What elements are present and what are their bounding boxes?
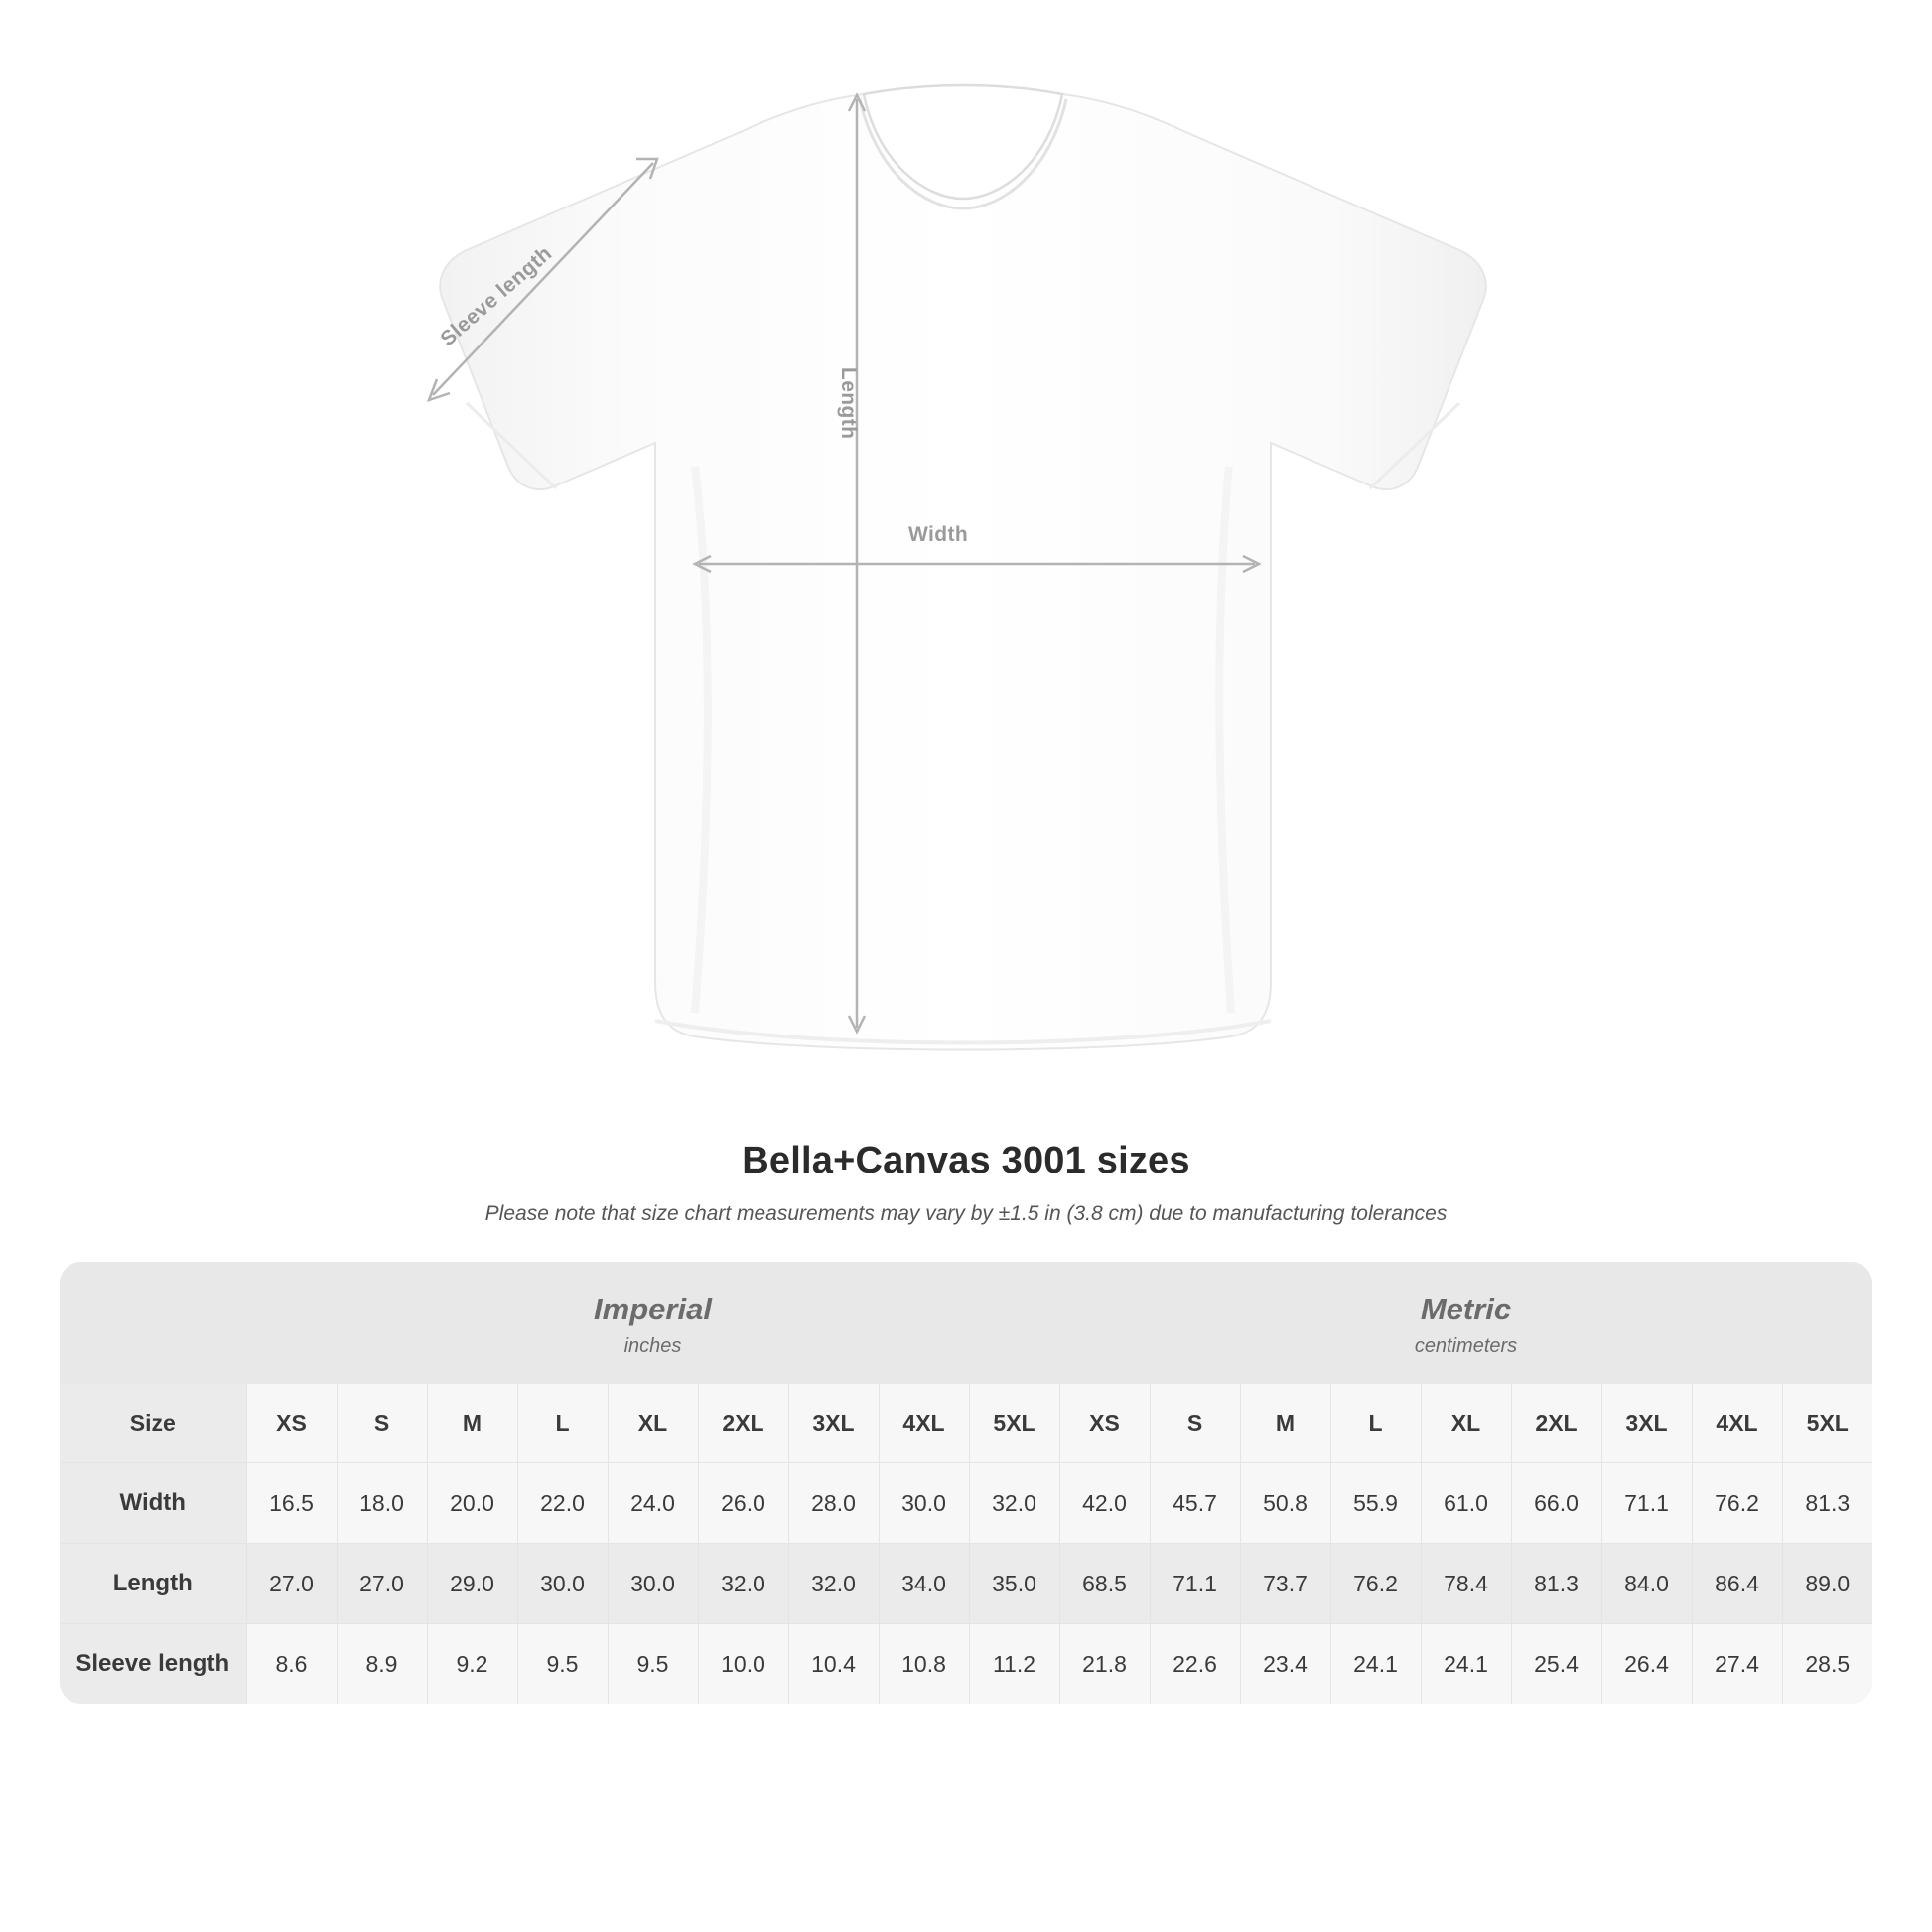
row-label-width: Width (60, 1463, 246, 1544)
size-header-imperial-2xl: 2XL (698, 1384, 788, 1463)
cell-width-metric-xs: 42.0 (1059, 1463, 1150, 1544)
cell-width-metric-4xl: 76.2 (1692, 1463, 1782, 1544)
cell-sleeve-imperial-s: 8.9 (337, 1624, 427, 1705)
cell-width-imperial-4xl: 30.0 (879, 1463, 969, 1544)
size-header-metric-l: L (1330, 1384, 1421, 1463)
cell-width-imperial-m: 20.0 (427, 1463, 517, 1544)
unit-group-metric-name: Metric (1420, 1292, 1512, 1326)
cell-width-imperial-xs: 16.5 (246, 1463, 337, 1544)
cell-sleeve-imperial-4xl: 10.8 (879, 1624, 969, 1705)
cell-width-imperial-s: 18.0 (337, 1463, 427, 1544)
cell-sleeve-metric-2xl: 25.4 (1511, 1624, 1601, 1705)
size-header-imperial-xl: XL (608, 1384, 698, 1463)
size-header-row (60, 1384, 1872, 1463)
cell-width-metric-5xl: 81.3 (1782, 1463, 1872, 1544)
unit-group-imperial-sub: inches (623, 1335, 682, 1357)
cell-length-imperial-4xl: 34.0 (879, 1544, 969, 1624)
cell-length-imperial-3xl: 32.0 (788, 1544, 879, 1624)
size-header-metric-s: S (1150, 1384, 1240, 1463)
cell-sleeve-metric-s: 22.6 (1150, 1624, 1240, 1705)
cell-sleeve-imperial-l: 9.5 (517, 1624, 608, 1705)
cell-length-metric-2xl: 81.3 (1511, 1544, 1601, 1624)
size-header-label: Size (60, 1384, 246, 1463)
cell-sleeve-imperial-xs: 8.6 (246, 1624, 337, 1705)
size-header-imperial-xs: XS (246, 1384, 337, 1463)
size-header-metric-5xl: 5XL (1782, 1384, 1872, 1463)
unit-group-imperial-name: Imperial (594, 1292, 712, 1326)
table-row (60, 1544, 1872, 1624)
size-header-metric-3xl: 3XL (1601, 1384, 1692, 1463)
cell-sleeve-metric-3xl: 26.4 (1601, 1624, 1692, 1705)
cell-length-metric-4xl: 86.4 (1692, 1544, 1782, 1624)
cell-width-imperial-3xl: 28.0 (788, 1463, 879, 1544)
unit-group-metric (1059, 1262, 1872, 1384)
cell-sleeve-imperial-3xl: 10.4 (788, 1624, 879, 1705)
cell-length-imperial-xs: 27.0 (246, 1544, 337, 1624)
size-table-container (60, 1262, 1872, 1704)
table-row (60, 1463, 1872, 1544)
cell-width-metric-s: 45.7 (1150, 1463, 1240, 1544)
unit-group-spacer (60, 1262, 246, 1384)
row-label-length: Length (60, 1544, 246, 1624)
cell-width-metric-l: 55.9 (1330, 1463, 1421, 1544)
cell-sleeve-imperial-xl: 9.5 (608, 1624, 698, 1705)
cell-sleeve-metric-4xl: 27.4 (1692, 1624, 1782, 1705)
unit-group-imperial (246, 1262, 1059, 1384)
size-header-metric-4xl: 4XL (1692, 1384, 1782, 1463)
cell-width-imperial-xl: 24.0 (608, 1463, 698, 1544)
cell-sleeve-metric-5xl: 28.5 (1782, 1624, 1872, 1705)
size-header-metric-2xl: 2XL (1511, 1384, 1601, 1463)
table-row (60, 1624, 1872, 1705)
cell-sleeve-imperial-m: 9.2 (427, 1624, 517, 1705)
cell-width-metric-3xl: 71.1 (1601, 1463, 1692, 1544)
page-title: Bella+Canvas 3001 sizes (742, 1140, 1190, 1181)
cell-length-imperial-m: 29.0 (427, 1544, 517, 1624)
cell-length-metric-l: 76.2 (1330, 1544, 1421, 1624)
cell-width-metric-m: 50.8 (1240, 1463, 1330, 1544)
size-header-imperial-s: S (337, 1384, 427, 1463)
cell-width-metric-2xl: 66.0 (1511, 1463, 1601, 1544)
size-header-imperial-m: M (427, 1384, 517, 1463)
cell-length-metric-xl: 78.4 (1421, 1544, 1511, 1624)
cell-length-imperial-s: 27.0 (337, 1544, 427, 1624)
title-block (0, 1140, 1932, 1226)
width-dimension-label: Width (908, 523, 969, 546)
cell-length-metric-3xl: 84.0 (1601, 1544, 1692, 1624)
cell-length-imperial-xl: 30.0 (608, 1544, 698, 1624)
cell-sleeve-imperial-2xl: 10.0 (698, 1624, 788, 1705)
cell-sleeve-imperial-5xl: 11.2 (969, 1624, 1059, 1705)
cell-width-imperial-l: 22.0 (517, 1463, 608, 1544)
cell-length-imperial-l: 30.0 (517, 1544, 608, 1624)
cell-sleeve-metric-m: 23.4 (1240, 1624, 1330, 1705)
cell-length-metric-m: 73.7 (1240, 1544, 1330, 1624)
size-header-metric-m: M (1240, 1384, 1330, 1463)
cell-length-metric-xs: 68.5 (1059, 1544, 1150, 1624)
size-header-imperial-4xl: 4XL (879, 1384, 969, 1463)
cell-sleeve-metric-xl: 24.1 (1421, 1624, 1511, 1705)
cell-sleeve-metric-xs: 21.8 (1059, 1624, 1150, 1705)
cell-length-imperial-2xl: 32.0 (698, 1544, 788, 1624)
row-label-sleeve-length: Sleeve length (60, 1624, 246, 1705)
length-dimension-label: Length (837, 367, 860, 440)
sleeve-length-dimension-label: Sleeve length (436, 241, 557, 351)
cell-width-metric-xl: 61.0 (1421, 1463, 1511, 1544)
cell-length-metric-5xl: 89.0 (1782, 1544, 1872, 1624)
cell-width-imperial-2xl: 26.0 (698, 1463, 788, 1544)
size-table (60, 1262, 1872, 1704)
cell-length-metric-s: 71.1 (1150, 1544, 1240, 1624)
unit-group-row (60, 1262, 1872, 1384)
cell-sleeve-metric-l: 24.1 (1330, 1624, 1421, 1705)
size-header-imperial-l: L (517, 1384, 608, 1463)
size-header-imperial-5xl: 5XL (969, 1384, 1059, 1463)
size-header-metric-xl: XL (1421, 1384, 1511, 1463)
size-header-metric-xs: XS (1059, 1384, 1150, 1463)
unit-group-metric-sub: centimeters (1414, 1335, 1518, 1357)
tolerance-note: Please note that size chart measurements may vary by ±1.5 in (3.8 cm) due to manufacturing tolerances (484, 1202, 1448, 1225)
cell-width-imperial-5xl: 32.0 (969, 1463, 1059, 1544)
cell-length-imperial-5xl: 35.0 (969, 1544, 1059, 1624)
size-header-imperial-3xl: 3XL (788, 1384, 879, 1463)
